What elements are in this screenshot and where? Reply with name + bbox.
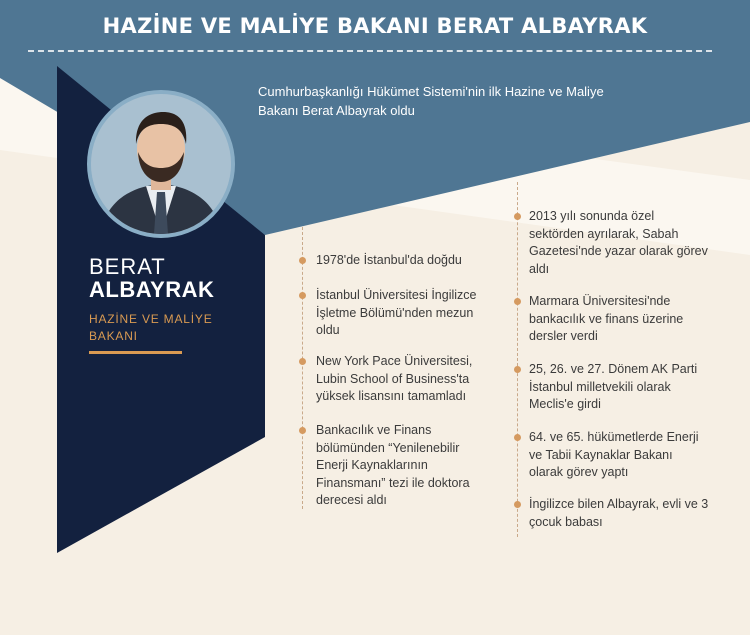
title-divider	[28, 50, 712, 52]
first-name: BERAT	[89, 254, 166, 279]
timeline-dot	[514, 213, 521, 220]
timeline-line-left	[302, 227, 304, 509]
timeline-item: İngilizce bilen Albayrak, evli ve 3 çocuk babası	[529, 497, 709, 529]
timeline-item: 25, 26. ve 27. Dönem AK Parti İstanbul milletvekili olarak Meclis'e girdi	[529, 362, 698, 411]
timeline-dot	[299, 292, 306, 299]
timeline-dot	[299, 257, 306, 264]
timeline-item: Bankacılık ve Finans bölümünden “Yenilenebilir Enerji Kaynaklarının Finansmanı” tezi ile doktora derecesi aldı	[316, 423, 470, 507]
page-title: HAZİNE VE MALİYE BAKANI BERAT ALBAYRAK	[102, 14, 648, 38]
timeline-dot	[514, 366, 521, 373]
timeline-dot	[299, 358, 306, 365]
timeline-line-right	[517, 182, 519, 537]
timeline-dot	[299, 427, 306, 434]
page-subtitle: Cumhurbaşkanlığı Hükümet Sistemi'nin ilk Hazine ve Maliye Bakanı Berat Albayrak oldu	[258, 84, 604, 118]
timeline-item: Marmara Üniversitesi'nde bankacılık ve finans üzerine dersler verdi	[529, 294, 684, 343]
last-name: ALBAYRAK	[89, 277, 215, 302]
timeline-item: New York Pace Üniversitesi, Lubin School of Business'ta yüksek lisansını tamamladı	[316, 354, 473, 403]
role-underline	[89, 351, 182, 354]
timeline-item: 2013 yılı sonunda özel sektörden ayrılarak, Sabah Gazetesi'nde yazar olarak görev aldı	[529, 209, 708, 276]
role-title: HAZİNE VE MALİYE BAKANI	[89, 312, 213, 343]
timeline-dot	[514, 501, 521, 508]
portrait-photo	[87, 90, 235, 238]
timeline-item: İstanbul Üniversitesi İngilizce İşletme Bölümü'nden mezun oldu	[316, 288, 477, 337]
timeline-dot	[514, 298, 521, 305]
timeline-item: 64. ve 65. hükümetlerde Enerji ve Tabii Kaynaklar Bakanı olarak görev yaptı	[529, 430, 699, 479]
timeline-item: 1978'de İstanbul'da doğdu	[316, 253, 462, 267]
timeline-dot	[514, 434, 521, 441]
